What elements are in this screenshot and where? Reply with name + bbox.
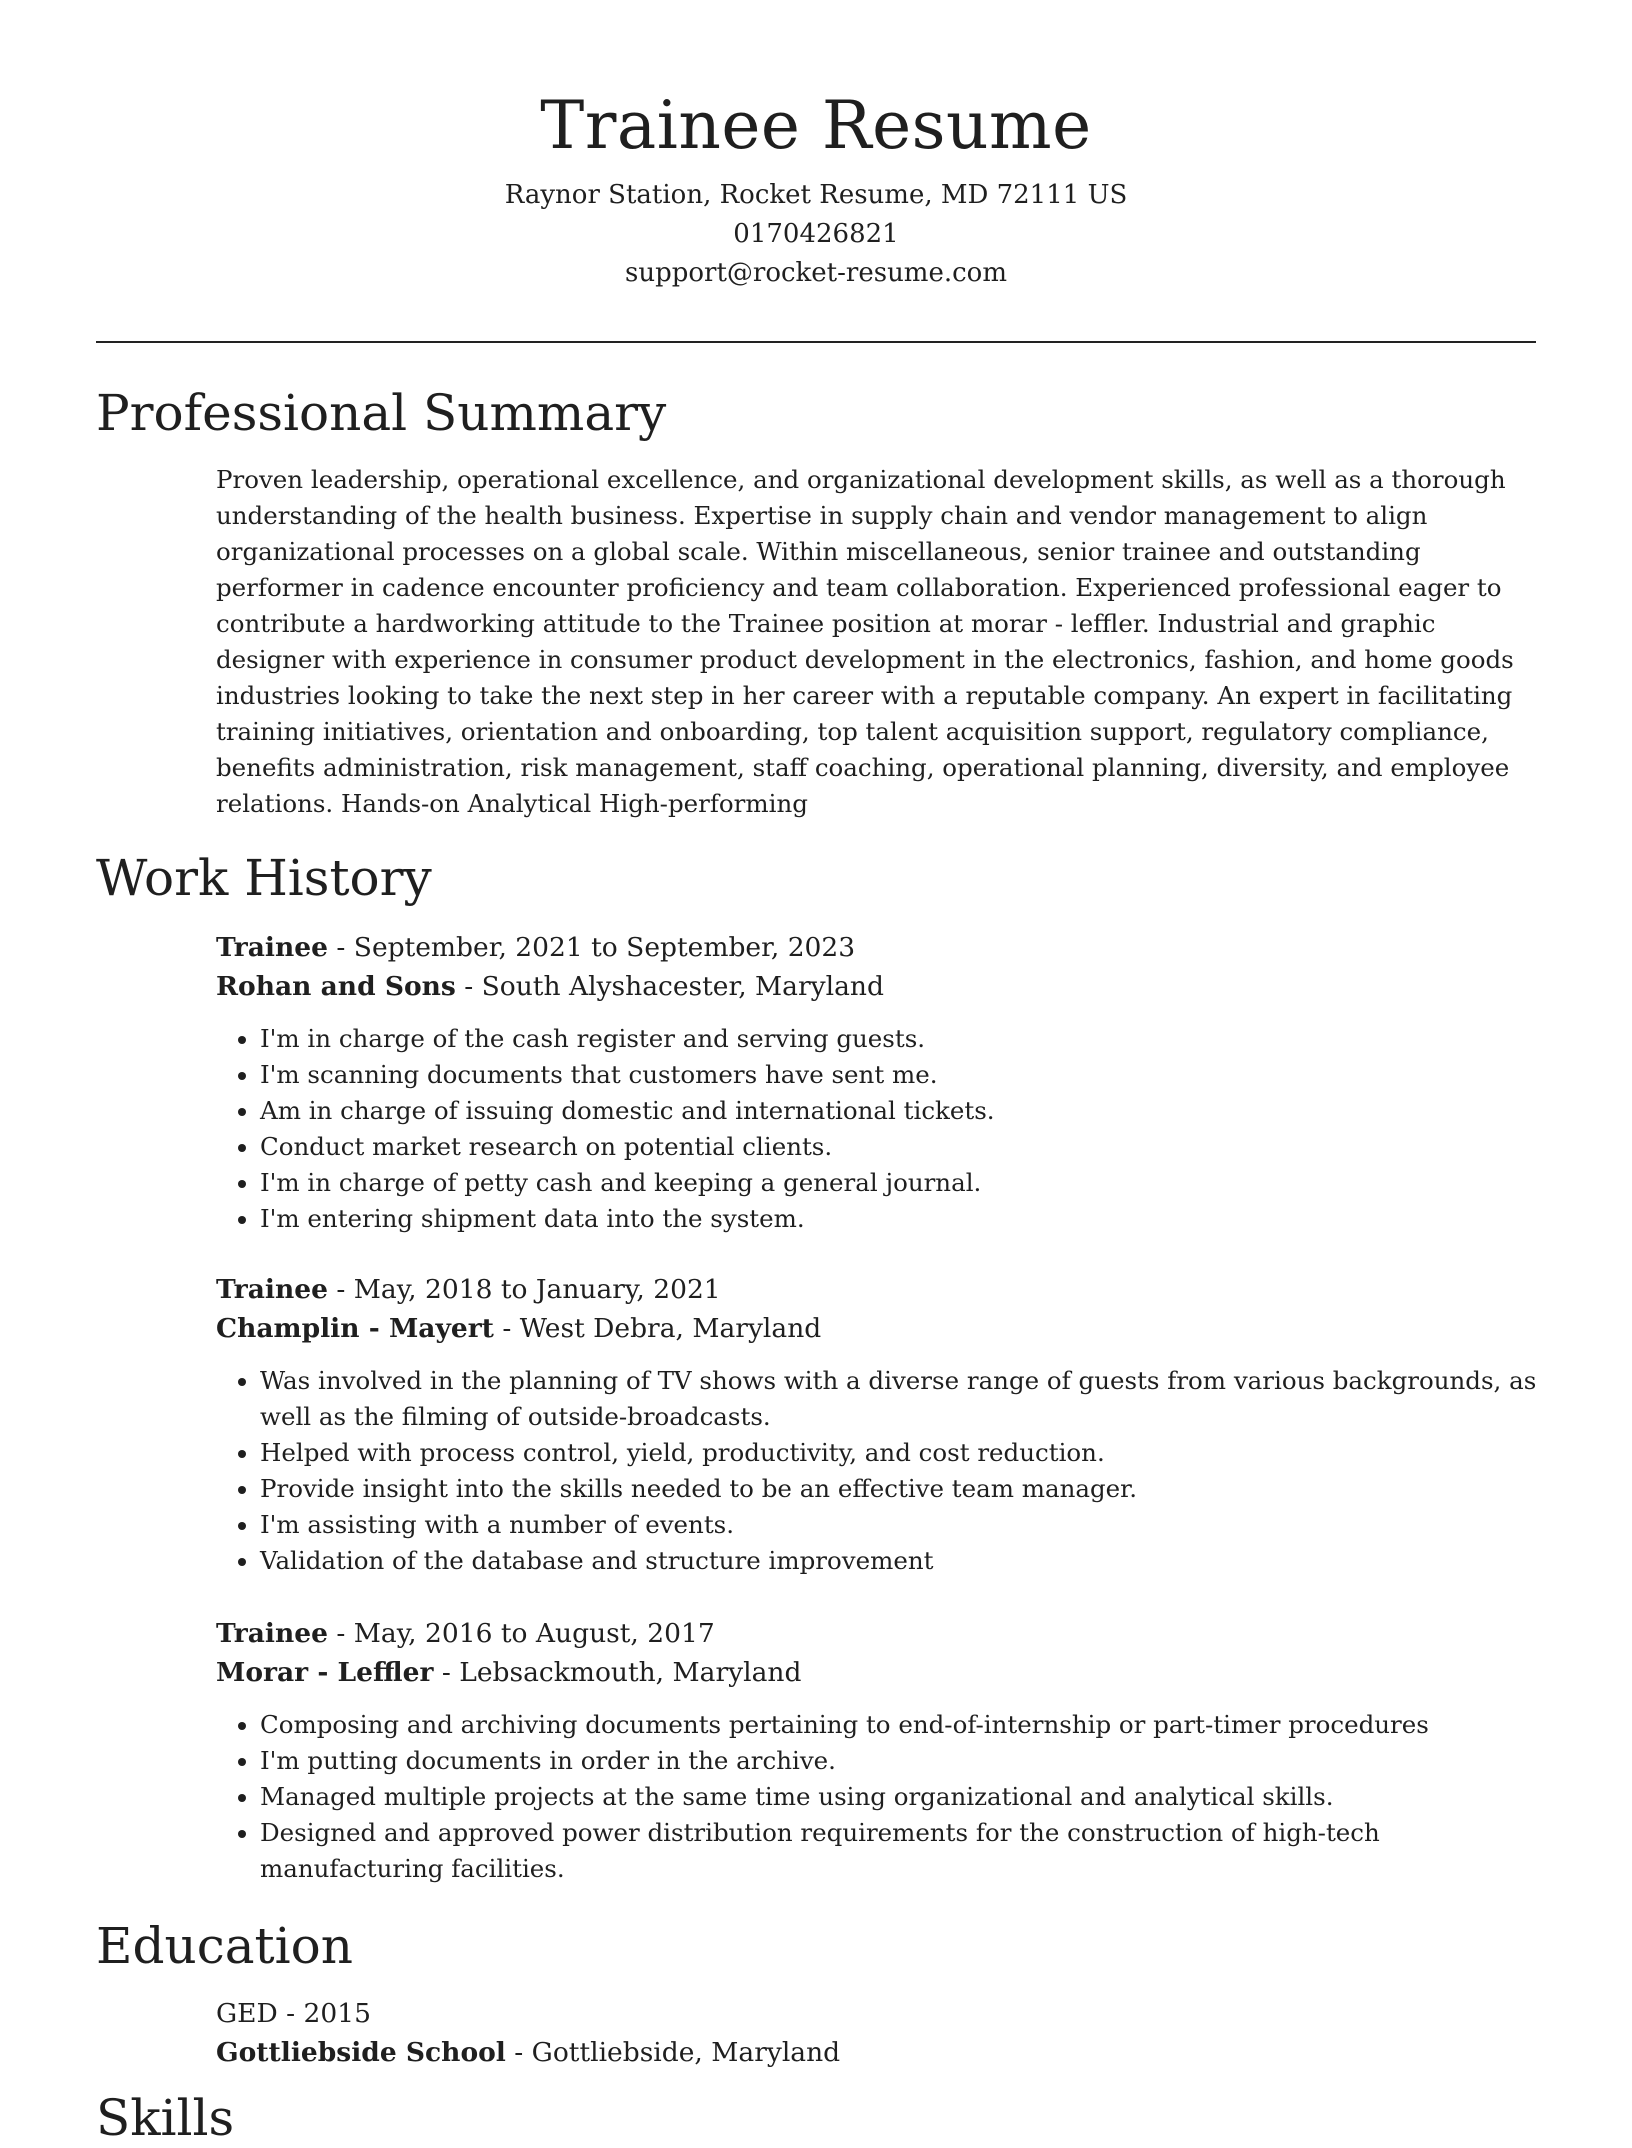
list-item: • Am in charge of issuing domestic and international tickets. [260,1093,1538,1129]
summary-text: Proven leadership, operational excellence, and organizational development skills, as well as a thorough understanding of the health business. Expertise in supply chain and vendor management to align organizational processes on a global scale. Within miscellaneous, senior trainee and outstanding performer in cadence encounter proficiency and team collaboration. Experienced professional eager to contribute a hardworking attitude to the Trainee position at morar - leffler. Industrial and graphic designer with experience in consumer product development in the electronics, fashion, and home goods industries looking to take the next step in her career with a reputable company. An expert in facilitating training initiatives, orientation and onboarding, top talent acquisition support, regulatory compliance, benefits administration, risk management, staff coaching, operational planning, diversity, and employee relations. Hands-on Analytical High-performing [216,465,1514,818]
list-item: • I'm entering shipment data into the system. [260,1201,1538,1237]
job-bullets [216,1707,1538,1887]
job-bullets [216,1021,1538,1237]
list-item: • Managed multiple projects at the same time using organizational and analytical skills. [260,1779,1538,1815]
education-degree: GED - 2015 [216,1998,372,2029]
job-dates: - May, 2018 to January, 2021 [327,1274,721,1305]
work-history-heading: Work History [96,849,432,907]
list-item: • Helped with process control, yield, productivity, and cost reduction. [260,1435,1538,1471]
job-title-line [216,1270,1538,1309]
job-location: - South Alyshacester, Maryland [455,971,884,1002]
job-entry [216,1270,1538,1579]
skills-heading: Skills [96,2089,235,2147]
job-bullets [216,1363,1538,1579]
education-heading: Education [96,1917,353,1975]
job-role: Trainee [216,1618,328,1649]
list-item: • Composing and archiving documents pertaining to end-of-internship or part-timer procedures [260,1707,1538,1743]
list-item: • I'm in charge of petty cash and keeping a general journal. [260,1165,1538,1201]
education-location: - Gottliebside, Maryland [505,2037,841,2068]
list-item: • Validation of the database and structure improvement [260,1543,1538,1579]
job-company-line [216,967,1538,1006]
list-item: • Designed and approved power distribution requirements for the construction of high-tech manufacturing facilities. [260,1815,1538,1887]
header-divider [96,341,1536,343]
job-location: - West Debra, Maryland [493,1313,822,1344]
job-company: Champlin - Mayert [216,1313,494,1344]
list-item: • I'm assisting with a number of events. [260,1507,1538,1543]
list-item: • I'm in charge of the cash register and serving guests. [260,1021,1538,1057]
job-entry [216,1614,1538,1887]
list-item: • I'm putting documents in order in the archive. [260,1743,1538,1779]
education-school: Gottliebside School [216,2037,506,2068]
job-location: - Lebsackmouth, Maryland [433,1657,802,1688]
contact-phone: 0170426821 [733,219,899,249]
job-company: Rohan and Sons [216,971,456,1002]
list-item: • Conduct market research on potential clients. [260,1129,1538,1165]
job-entry [216,928,1538,1237]
job-dates: - September, 2021 to September, 2023 [327,932,856,963]
education-school-line [216,2033,1538,2072]
job-company: Morar - Leffler [216,1657,434,1688]
resume-header [96,86,1536,293]
contact-block [96,176,1536,293]
summary-heading: Professional Summary [96,384,667,442]
job-company-line [216,1309,1538,1348]
resume-name: Trainee Resume [540,87,1092,164]
list-item: • Provide insight into the skills needed to be an effective team manager. [260,1471,1538,1507]
list-item: • I'm scanning documents that customers have sent me. [260,1057,1538,1093]
job-dates: - May, 2016 to August, 2017 [327,1618,715,1649]
contact-address: Raynor Station, Rocket Resume, MD 72111 US [504,180,1128,210]
job-role: Trainee [216,1274,328,1305]
education-entry [216,1994,1538,2072]
job-role: Trainee [216,932,328,963]
contact-email: support@rocket-resume.com [624,258,1007,288]
job-title-line [216,1614,1538,1653]
job-company-line [216,1653,1538,1692]
list-item: • Was involved in the planning of TV shows with a diverse range of guests from various backgrounds, as well as the filming of outside-broadcasts. [260,1363,1538,1435]
job-title-line [216,928,1538,967]
